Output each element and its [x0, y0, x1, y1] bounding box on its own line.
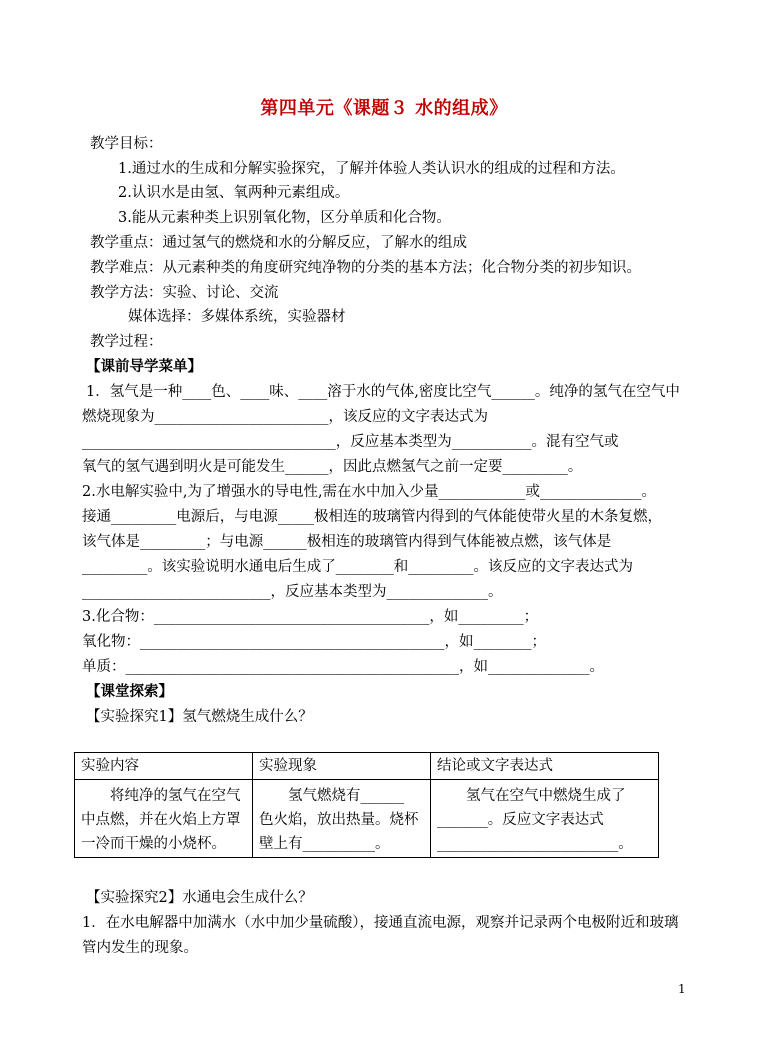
objectives-heading: 教学目标：	[90, 136, 163, 152]
question-3-oxide: 氧化物：__________________________________________，如________；	[82, 634, 546, 650]
question-2-line: 接通_________电源后，与电源_____极相连的玻璃管内得到的气体能使带火星的木条复燃，	[82, 509, 662, 525]
question-2-line: _________。该实验说明水通电后生成了________和_________。该反应的文字表达式为	[82, 559, 633, 575]
question-3-element: 单质：______________________________________________，如______________。	[82, 659, 604, 675]
question-2-line: 该气体是_________；与电源______极相连的玻璃管内得到气体能被点燃，该气体是	[82, 534, 612, 550]
cell-line: _________________________。	[437, 836, 633, 852]
media-selection: 媒体选择：多媒体系统，实验器材	[128, 309, 346, 325]
cell-line: 一冷而干燥的小烧杯。	[81, 836, 226, 852]
objective-item: 3.能从元素种类上识别氧化物，区分单质和化合物。	[118, 210, 451, 226]
cell-line: 氢气在空气中燃烧生成了	[437, 788, 626, 804]
table-header-cell: 结论或文字表达式	[431, 753, 659, 780]
question-2-line: 2.水电解实验中,为了增强水的导电性,需在水中加入少量____________或______________。	[82, 484, 657, 500]
table-header-cell: 实验内容	[75, 753, 253, 780]
question-2-line: __________________________，反应基本类型为______________。	[82, 584, 503, 600]
cell-line: 色火焰，放出热量。烧杯	[259, 812, 419, 828]
difficulty: 教学难点：从元素种类的角度研究纯净物的分类的基本方法；化合物分类的初步知识。	[90, 260, 641, 276]
teaching-process: 教学过程：	[90, 334, 163, 350]
cell-line: 氢气燃烧有______	[259, 788, 404, 804]
table-cell-phenomenon	[253, 780, 431, 858]
table-header-row	[75, 753, 659, 780]
table-cell-content	[75, 780, 253, 858]
experiment-2-heading: 【实验探究2】水通电会生成什么？	[86, 890, 313, 906]
key-point: 教学重点：通过氢气的燃烧和水的分解反应，了解水的组成	[90, 235, 467, 251]
section-class-heading: 【课堂探索】	[86, 683, 173, 700]
experiment-2-text: 1．在水电解器中加满水（水中加少量硫酸），接通直流电源，观察并记录两个电极附近和玻璃	[82, 915, 679, 931]
experiment-2-text: 管内发生的现象。	[82, 940, 198, 956]
page-title: 第四单元《课题３ 水的组成》	[260, 98, 508, 119]
question-1-line: 氧气的氢气遇到明火是可能发生______，因此点燃氢气之前一定要_________。	[82, 459, 583, 475]
question-3-compound: 3.化合物：______________________________________，如_________；	[82, 609, 539, 625]
section-guide-heading: 【课前导学菜单】	[86, 358, 202, 375]
table-header-cell: 实验现象	[253, 753, 431, 780]
cell-line: _______。反应文字表达式	[437, 812, 604, 828]
teaching-methods: 教学方法：实验、讨论、交流	[90, 285, 279, 301]
cell-line: 将纯净的氢气在空气	[81, 788, 241, 804]
question-1-line: 1．氢气是一种____色、____味、____溶于水的气体,密度比空气______。纯净的氢气在空气中	[86, 384, 680, 400]
table-row	[75, 780, 659, 858]
page-number: 1	[678, 982, 686, 996]
question-1-line: 燃烧现象为________________________，该反应的文字表达式为	[82, 409, 488, 425]
experiment-1-table	[74, 752, 659, 858]
table-cell-conclusion	[431, 780, 659, 858]
objective-item: 2.认识水是由氢、氧两种元素组成。	[118, 185, 350, 201]
cell-line: 壁上有__________。	[259, 836, 390, 852]
question-1-line: ___________________________________，反应基本类型为___________。混有空气或	[82, 434, 619, 450]
experiment-1-heading: 【实验探究1】氢气燃烧生成什么？	[86, 709, 313, 725]
cell-line: 中点燃，并在火焰上方罩	[81, 812, 241, 828]
objective-item: 1.通过水的生成和分解实验探究，了解并体验人类认识水的组成的过程和方法。	[118, 161, 625, 177]
